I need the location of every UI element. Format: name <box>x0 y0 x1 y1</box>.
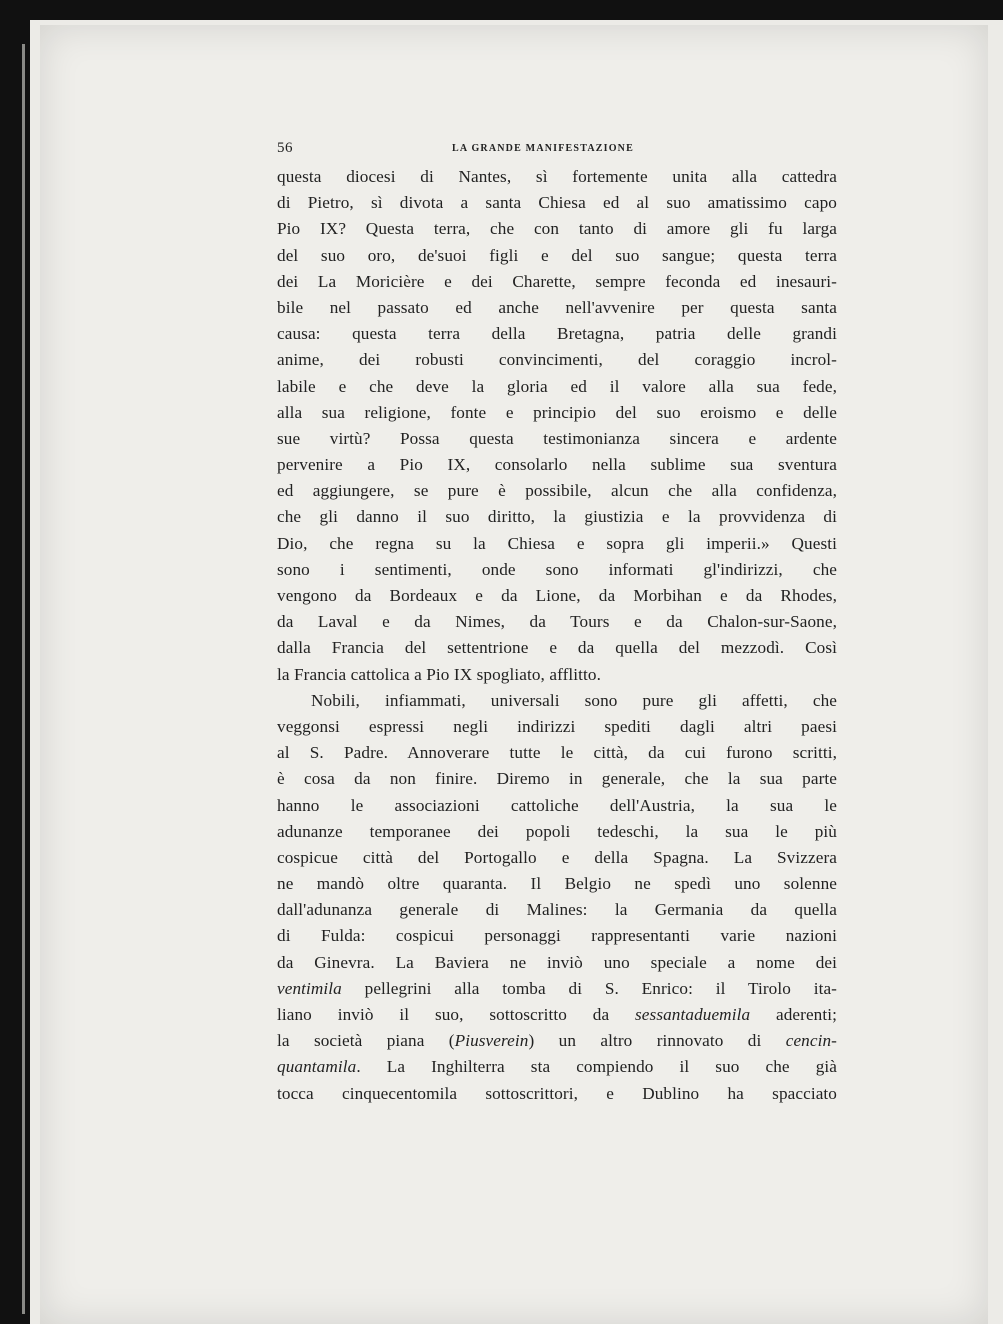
text-line: da Ginevra. La Baviera ne inviò uno speciale a nome dei <box>277 952 837 972</box>
text-line: veggonsi espressi negli indirizzi spediti dagli altri paesi <box>277 716 837 736</box>
text-line <box>277 1002 837 1028</box>
paragraph-end-line: la Francia cattolica a Pio IX spogliato, afflitto. <box>277 664 601 684</box>
text-line: dall'adunanza generale di Malines: la Germania da quella <box>277 900 837 920</box>
text-line: causa: questa terra della Bretagna, patria delle grandi <box>277 324 837 344</box>
text-line: è cosa da non finire. Diremo in generale, che la sua parte <box>277 769 837 789</box>
text-line: hanno le associazioni cattoliche dell'Austria, la sua le <box>277 795 837 815</box>
text-line: Pio IX? Questa terra, che con tanto di amore gli fu larga <box>277 219 837 239</box>
text-line: dalla Francia del settentrione e da quella del mezzodì. Così <box>277 638 837 658</box>
text-line: al S. Padre. Annoverare tutte le città, da cui furono scritti, <box>277 743 837 763</box>
text-line: tocca cinquecentomila sottoscrittori, e Dublino ha spacciato <box>277 1083 837 1103</box>
text-line: alla sua religione, fonte e principio del suo eroismo e delle <box>277 402 837 422</box>
text-line: di Fulda: cospicui personaggi rappresentanti varie nazioni <box>277 926 837 946</box>
text-line: pervenire a Pio IX, consolarlo nella sublime sua sventura <box>277 455 837 475</box>
text-line: che gli danno il suo diritto, la giustizia e la provvidenza di <box>277 507 837 527</box>
italic-word: cencin- <box>785 1031 837 1051</box>
text-line: ne mandò oltre quaranta. Il Belgio ne spedì uno solenne <box>277 874 837 894</box>
text-line: bile nel passato ed anche nell'avvenire per questa santa <box>277 297 837 317</box>
text-line: sue virtù? Possa questa testimonianza sincera e ardente <box>277 428 837 448</box>
text-line: vengono da Bordeaux e da Lione, da Morbihan e da Rhodes, <box>277 586 837 605</box>
text-run: aderenti; <box>750 1005 837 1024</box>
text-line: ed aggiungere, se pure è possibile, alcun che alla confidenza, <box>277 481 837 501</box>
text-line: da Laval e da Nimes, da Tours e da Chalon-sur-Saone, <box>277 612 837 632</box>
text-line: del suo oro, de'suoi figli e del suo sangue; questa terra <box>277 245 837 265</box>
text-run: . La Inghilterra sta compiendo il suo che già <box>356 1057 837 1077</box>
text-line: labile e che deve la gloria ed il valore alla sua fede, <box>277 376 837 396</box>
page-content <box>277 140 837 1107</box>
italic-word: ventimila <box>277 978 342 998</box>
text-run: liano inviò il suo, sottoscritto da <box>277 1005 636 1024</box>
running-head <box>277 140 837 164</box>
italic-word: Piusverein <box>454 1031 529 1051</box>
italic-word: sessantaduemila <box>635 1005 751 1024</box>
text-line: di Pietro, sì divota a santa Chiesa ed al suo amatissimo capo <box>277 193 837 213</box>
text-line: questa diocesi di Nantes, sì fortemente unita alla cattedra <box>277 167 837 186</box>
italic-word: quantamila <box>277 1057 357 1077</box>
text-line: adunanze temporanee dei popoli tedeschi, la sua le più <box>277 821 837 841</box>
binding-edge <box>22 44 25 1314</box>
text-line: anime, dei robusti convincimenti, del coraggio incrol- <box>277 350 837 370</box>
text-run: la società piana ( <box>277 1031 455 1051</box>
text-line <box>277 1028 837 1054</box>
text-line: sono i sentimenti, onde sono informati gl'indirizzi, che <box>277 559 837 579</box>
text-line: cospicue città del Portogallo e della Spagna. La Svizzera <box>277 847 837 867</box>
text-line <box>277 1054 837 1080</box>
running-title: LA GRANDE MANIFESTAZIONE <box>452 143 634 154</box>
body-text <box>277 164 837 1107</box>
text-line: Dio, che regna su la Chiesa e sopra gli imperii.» Questi <box>277 533 837 553</box>
text-run: ) un altro rinnovato di <box>528 1031 786 1051</box>
page-number: 56 <box>277 140 293 156</box>
paragraph-start-line: Nobili, infiammati, universali sono pure gli affetti, che <box>311 690 837 710</box>
text-run: pellegrini alla tomba di S. Enrico: il Tirolo ita- <box>341 978 837 998</box>
text-line <box>277 976 837 1002</box>
text-line: dei La Moricière e dei Charette, sempre feconda ed inesauri- <box>277 271 837 291</box>
